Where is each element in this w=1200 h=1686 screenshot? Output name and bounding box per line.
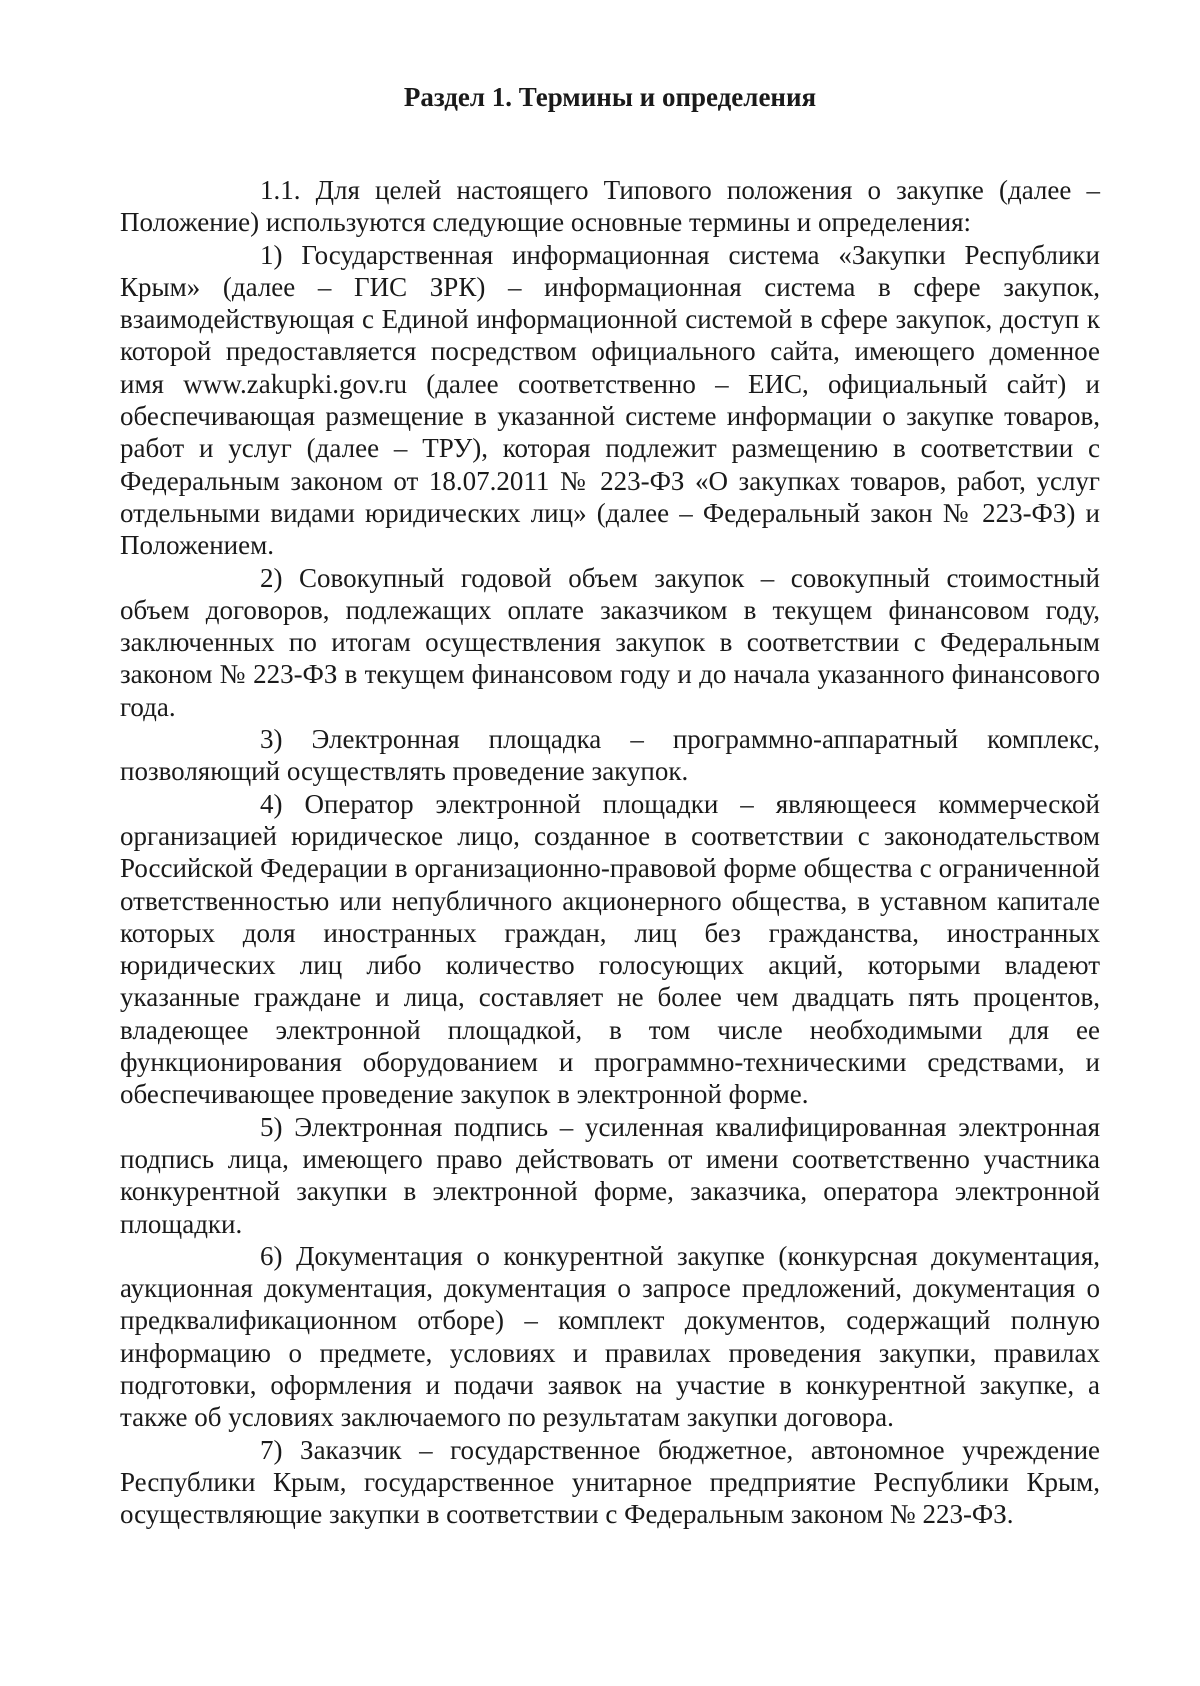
item-number: 2) xyxy=(260,562,283,593)
item-number: 1) xyxy=(260,239,283,270)
definition-item-2 xyxy=(120,562,1100,723)
item-number: 7) xyxy=(260,1434,283,1465)
item-text: Электронная подпись – усиленная квалифицированная электронная подпись лица, имеющего право действовать от имени соответственно участника конкурентной закупки в электронной форме, заказчика, оператора электронной площадки. xyxy=(120,1111,1101,1239)
definition-item-7 xyxy=(120,1434,1100,1531)
section-title: Раздел 1. Термины и определения xyxy=(403,82,817,112)
item-number: 3) xyxy=(260,724,283,755)
clause-1-1 xyxy=(120,174,1100,239)
document-page xyxy=(120,70,1100,1530)
item-text: Оператор электронной площадки – являющееся коммерческой организацией юридическое лицо, созданное в соответствии с законодательством Российской Федерации в организационно-правовой форме общества с ограниченной ответственностью или непубличного акционерного общества, в уставном капитале которых доля иностранных граждан, лиц без гражданства, иностранных юридических лиц либо количество голосующих акций, которыми владеют указанные граждане и лица, составляет не более чем двадцать пять процентов, владеющее электронной площадкой, в том числе необходимыми для ее функционирования оборудованием и программно-техническими средствами, и обеспечивающее проведение закупок в электронной форме. xyxy=(120,788,1100,1110)
item-text: Заказчик – государственное бюджетное, автономное учреждение Республики Крым, государственное унитарное предприятие Республики Крым, осуществляющие закупки в соответствии с Федеральным законом № 223-ФЗ. xyxy=(120,1434,1100,1530)
item-number: 4) xyxy=(260,788,283,819)
item-number: 5) xyxy=(260,1111,283,1142)
clause-number: 1.1. xyxy=(260,175,301,205)
item-text: Государственная информационная система «Закупки Республики Крым» (далее – ГИС ЗРК) – информационная система в сфере закупок, взаимодействующая с Единой информационной системой в сфере закупок, доступ к которой предоставляется посредством официального сайта, имеющего доменное имя www.zakupki.gov.ru (далее соответственно – ЕИС, официальный сайт) и обеспечивающая размещение в указанной системе информации о закупке товаров, работ и услуг (далее – ТРУ), которая подлежит размещению в соответствии с Федеральным законом от 18.07.2011 № 223-ФЗ «О закупках товаров, работ, услуг отдельными видами юридических лиц» (далее – Федеральный закон № 223-ФЗ) и Положением. xyxy=(120,239,1100,561)
clause-text: Для целей настоящего Типового положения о закупке (далее – Положение) используются следующие основные термины и определения: xyxy=(120,175,1100,238)
definition-item-3 xyxy=(120,723,1100,788)
definition-item-4 xyxy=(120,788,1100,1111)
item-text: Документация о конкурентной закупке (конкурсная документация, аукционная документация, документация о запросе предложений, документация о предквалификационном отборе) – комплект документов, содержащий полную информацию о предмете, условиях и правилах проведения закупки, правилах подготовки, оформления и подачи заявок на участие в конкурентной закупке, а также об условиях заключаемого по результатам закупки договора. xyxy=(120,1240,1100,1433)
definition-item-6 xyxy=(120,1240,1100,1434)
definition-item-1 xyxy=(120,239,1100,562)
item-number: 6) xyxy=(260,1240,283,1271)
definition-item-5 xyxy=(120,1111,1100,1240)
item-text: Электронная площадка – программно-аппаратный комплекс, позволяющий осуществлять проведение закупок. xyxy=(120,724,1101,787)
item-text: Совокупный годовой объем закупок – совокупный стоимостный объем договоров, подлежащих оплате заказчиком в текущем финансовом году, заключенных по итогам осуществления закупок в соответствии с Федеральным законом № 223-ФЗ в текущем финансовом году и до начала указанного финансового года. xyxy=(120,562,1101,722)
